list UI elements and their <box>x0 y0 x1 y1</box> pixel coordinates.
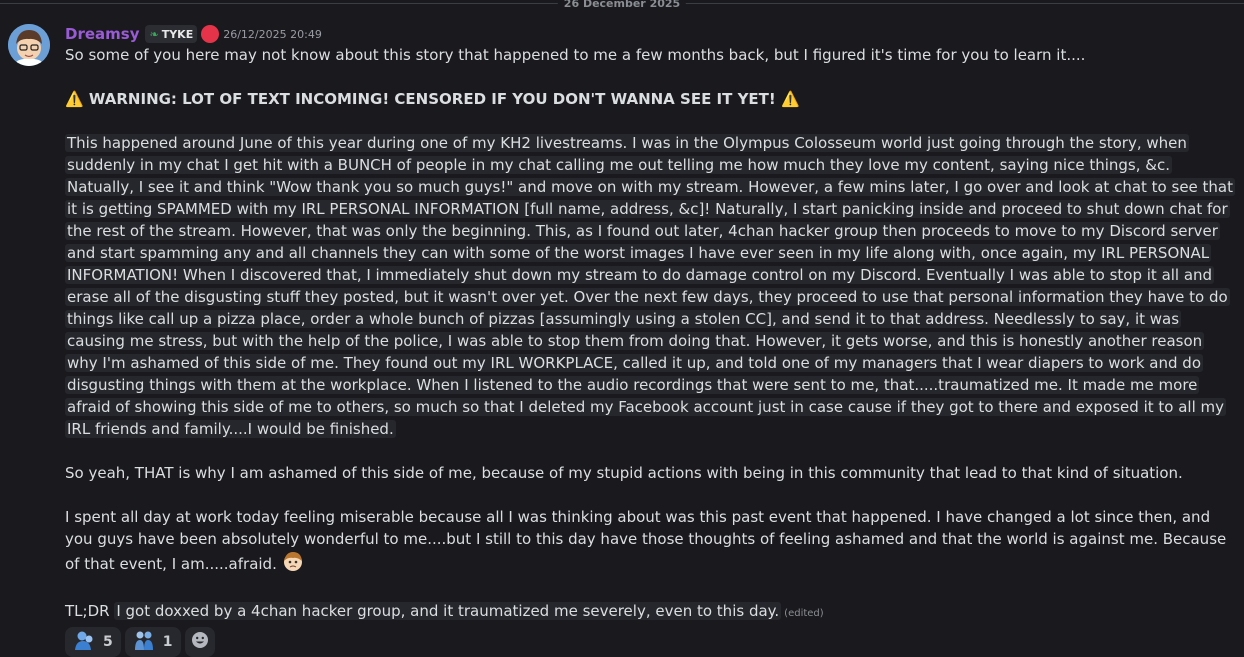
hug-emoji-icon <box>73 629 95 655</box>
date-divider <box>0 0 1244 10</box>
message-header <box>65 24 1235 44</box>
edited-indicator: (edited) <box>784 608 824 619</box>
chat-message <box>65 24 1235 657</box>
message-body <box>65 44 1235 625</box>
reaction-holding-hands[interactable] <box>125 627 181 657</box>
message-line-intro: So some of you here may not know about this story that happened to me a few months back, but I figured it's time for you to learn it.... <box>65 46 1086 64</box>
message-paragraph-3: So yeah, THAT is why I am ashamed of this side of me, because of my stupid actions with being in this community that lead to that kind of situation. <box>65 464 1183 482</box>
add-reaction-smiley-icon <box>191 631 209 653</box>
status-badge-icon <box>201 25 219 43</box>
date-divider-label: 26 December 2025 <box>558 0 686 10</box>
reaction-count: 1 <box>162 634 173 650</box>
leaf-icon: ❧ <box>149 27 159 41</box>
warning-line: ⚠️ WARNING: LOT OF TEXT INCOMING! CENSORED IF YOU DON'T WANNA SEE IT YET! ⚠️ <box>65 90 800 108</box>
tldr-label: TL;DR <box>65 602 110 620</box>
holding-hands-emoji-icon <box>133 629 155 655</box>
spoiler-text[interactable]: This happened around June of this year during one of my KH2 livestreams. I was in the Olympus Colosseum world just going through the story, when suddenly in my chat I get hit with a BUNCH of people in my chat calling me out telling me how much they love my content, saying nice things, &c. Natually, I see it and think "Wow thank you so much guys!" and move on with my stream. However, a few mins later, I go over and look at chat to see that it is getting SPAMMED with my IRL PERSONAL INFORMATION [full name, address, &c]! Naturally, I start panicking inside and proceed to shut down chat for the rest of the stream. However, that was only the beginning. This, as I found out later, 4chan hacker group then proceeds to move to my Discord server and start spamming any and all channels they can with some of the worst images I have ever seen in my life along with, once again, my IRL PERSONAL INFORMATION! When I discovered that, I immediately shut down my stream to do damage control on my Discord. Eventually I was able to stop it all and erase all of the disgusting stuff they posted, but it wasn't over yet. Over the next few days, they proceed to use that personal information they have to do things like call up a pizza place, order a whole bunch of pizzas [assumingly using a stolen CC], and send it to that address. Needlessly to say, it was causing me stress, but with the help of the police, I was able to stop them from doing that. However, it gets worse, and this is honestly another reason why I'm ashamed of this side of me. They found out my IRL WORKPLACE, called it up, and told one of my managers that I wear diapers to work and do disgusting things with them at the workplace. When I listened to the audio recordings that were sent to me, that.....traumatized me. It made me more afraid of showing this side of me to others, so much so that I deleted my Facebook account just in case cause if they got to there and exposed it to all my IRL friends and family....I would be finished. <box>67 134 1234 438</box>
avatar[interactable] <box>8 24 50 66</box>
timestamp: 26/12/2025 20:49 <box>223 27 322 41</box>
avatar-image <box>8 24 50 66</box>
reaction-hug[interactable] <box>65 627 121 657</box>
reaction-count: 5 <box>103 634 113 650</box>
tldr-spoiler-text[interactable]: I got doxxed by a 4chan hacker group, and it traumatized me severely, even to this day. <box>116 602 780 620</box>
message-paragraph-4: I spent all day at work today feeling miserable because all I was thinking about was this past event that happened. I have changed a lot since then, and you guys have been absolutely wonderful to me....but I still to this day have those thoughts of feeling ashamed and that the world is against me. Because of that event, I am.....afraid. <box>65 508 1227 573</box>
server-tag[interactable] <box>145 25 197 43</box>
reactions-bar <box>65 627 1235 657</box>
server-tag-label: TYKE <box>161 27 194 41</box>
author-name[interactable]: Dreamsy <box>65 25 140 43</box>
afraid-emoji-icon <box>282 550 304 578</box>
add-reaction-button[interactable] <box>185 627 215 657</box>
